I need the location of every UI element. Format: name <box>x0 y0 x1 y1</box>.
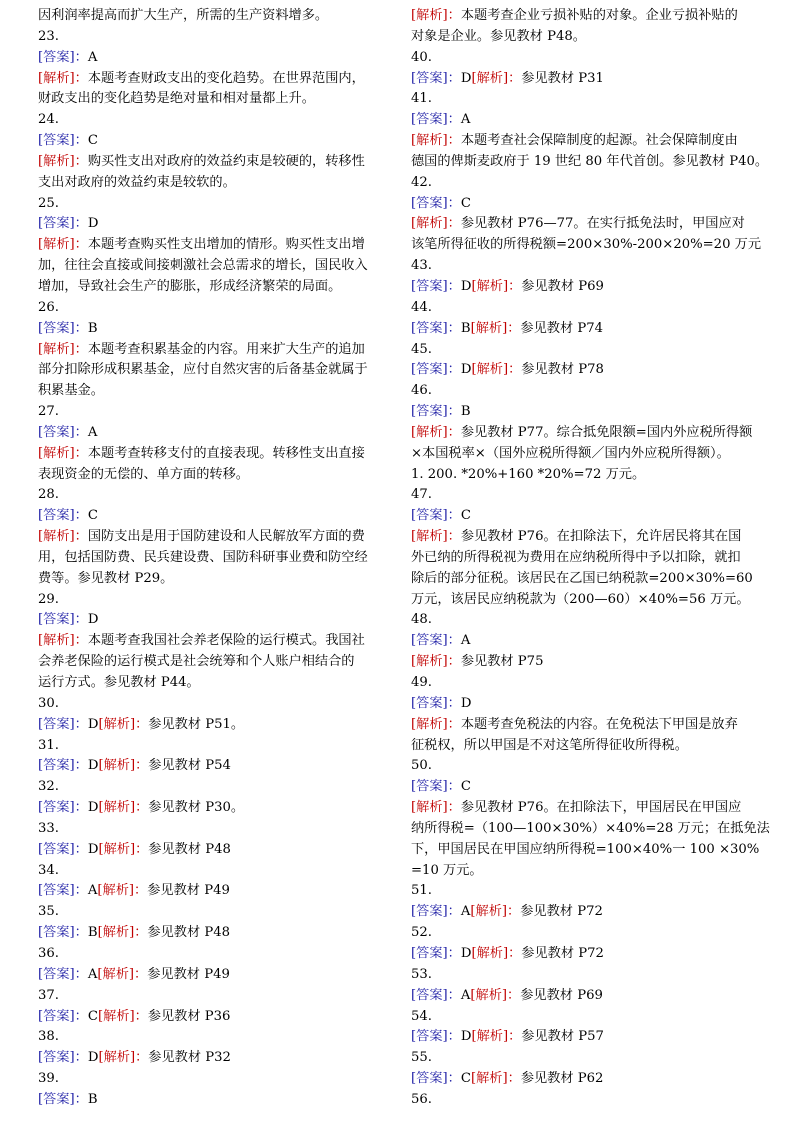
answer-explanation-line <box>411 319 771 340</box>
explanation-label: [解析]： <box>471 70 522 86</box>
answer-label: [答案]： <box>38 800 88 816</box>
question-number-text: 55. <box>411 1050 432 1066</box>
answer-label: [答案]： <box>411 320 461 336</box>
question-number-text: 53. <box>411 966 432 982</box>
question-number-text: 27. <box>38 404 59 420</box>
question-number <box>411 610 771 631</box>
body-text-line <box>411 152 771 173</box>
explanation-label: [解析]： <box>411 800 461 816</box>
answer-value: D <box>87 216 99 232</box>
answer-value: A <box>460 112 471 128</box>
answer-explanation-line <box>411 277 771 298</box>
answer-line <box>38 506 394 527</box>
question-number-text: 44. <box>411 299 432 315</box>
question-number <box>38 485 394 506</box>
answer-explanation-line <box>38 756 394 777</box>
answer-value: A <box>87 966 98 982</box>
answer-value: C <box>460 779 471 795</box>
question-number <box>411 881 771 902</box>
line-text: 会养老保险的运行模式是社会统筹和个人账户相结合的 <box>38 654 355 670</box>
question-number <box>411 756 771 777</box>
answer-label: [答案]： <box>38 320 88 336</box>
right-column <box>411 6 771 1111</box>
answer-explanation-line <box>38 1007 394 1028</box>
line-text: 本题考查积累基金的内容。用来扩大生产的追加 <box>87 341 365 357</box>
question-number <box>411 1048 771 1069</box>
answer-value: D <box>87 841 99 857</box>
answer-label: [答案]： <box>411 1029 461 1045</box>
question-number <box>411 923 771 944</box>
question-number <box>411 485 771 506</box>
answer-line <box>38 423 394 444</box>
question-number <box>411 381 771 402</box>
answer-line <box>38 214 394 235</box>
question-number <box>411 965 771 986</box>
line-text: 购买性支出对政府的效益约束是较硬的，转移性 <box>87 153 365 169</box>
answer-label: [答案]： <box>411 1071 461 1087</box>
answer-label: [答案]： <box>411 695 461 711</box>
answer-label: [答案]： <box>411 633 461 649</box>
body-text-line <box>38 89 394 110</box>
answer-label: [答案]： <box>38 424 88 440</box>
question-number <box>38 590 394 611</box>
explanation-text: 参见教材 P62 <box>520 1071 604 1087</box>
body-text-line <box>411 840 771 861</box>
question-number-text: 24. <box>38 112 59 128</box>
question-number <box>38 194 394 215</box>
explanation-line <box>38 631 394 652</box>
answer-label: [答案]： <box>38 49 88 65</box>
line-text: 征税权，所以甲国是不对这笔所得征收所得税。 <box>411 737 688 753</box>
body-text-line <box>411 27 771 48</box>
explanation-text: 参见教材 P49 <box>147 883 230 899</box>
answer-explanation-line <box>411 1027 771 1048</box>
explanation-line <box>411 6 771 27</box>
question-number <box>411 1007 771 1028</box>
answer-explanation-line <box>411 986 771 1007</box>
answer-value: D <box>87 800 99 816</box>
line-text: 参见教材 P77。综合抵免限额=国内外应税所得额 <box>460 424 753 440</box>
question-number <box>38 902 394 923</box>
answer-label: [答案]： <box>411 195 461 211</box>
question-number-text: 33. <box>38 820 59 836</box>
explanation-label: [解析]： <box>471 945 522 961</box>
question-number-text: 37. <box>38 987 59 1003</box>
line-text: 费等。参见教材 P29。 <box>38 570 174 586</box>
answer-label: [答案]： <box>411 945 461 961</box>
explanation-line <box>411 715 771 736</box>
line-text: 1. 200. *20%+160 *20%=72 万元。 <box>411 466 646 482</box>
explanation-line <box>38 340 394 361</box>
question-number <box>411 298 771 319</box>
explanation-label: [解析]： <box>411 654 461 670</box>
explanation-label: [解析]： <box>38 153 88 169</box>
line-text: 增加，导致社会生产的膨胀，形成经济繁荣的局面。 <box>38 278 342 294</box>
body-text-line <box>411 548 771 569</box>
answer-explanation-line <box>411 902 771 923</box>
answer-value: B <box>87 925 98 941</box>
question-number-text: 28. <box>38 487 59 503</box>
explanation-text: 参见教材 P78 <box>521 362 604 378</box>
answer-value: D <box>460 1029 472 1045</box>
explanation-text: 参见教材 P69 <box>520 987 603 1003</box>
answer-label: [答案]： <box>38 1008 88 1024</box>
body-text-line <box>411 736 771 757</box>
answer-value: B <box>87 1091 98 1107</box>
line-text: 参见教材 P75 <box>460 654 544 670</box>
body-text-line <box>38 381 394 402</box>
explanation-text: 参见教材 P48 <box>147 925 231 941</box>
answer-line <box>38 610 394 631</box>
line-text: 德国的俾斯麦政府于 19 世纪 80 年代首创。参见教材 P40。 <box>411 153 769 169</box>
answer-label: [答案]： <box>411 987 461 1003</box>
question-number-text: 41. <box>411 91 432 107</box>
answer-value: C <box>460 195 471 211</box>
explanation-line <box>38 69 394 90</box>
line-text: =10 万元。 <box>411 862 483 878</box>
question-number <box>411 673 771 694</box>
answer-label: [答案]： <box>411 904 461 920</box>
answer-explanation-line <box>38 923 394 944</box>
answer-label: [答案]： <box>411 779 461 795</box>
question-number-text: 56. <box>411 1091 432 1107</box>
answer-line <box>411 506 771 527</box>
body-text-line <box>411 444 771 465</box>
answer-label: [答案]： <box>38 1050 88 1066</box>
answer-value: A <box>87 49 98 65</box>
question-number <box>38 402 394 423</box>
explanation-line <box>411 214 771 235</box>
answer-value: B <box>87 320 98 336</box>
answer-value: A <box>87 424 98 440</box>
explanation-label: [解析]： <box>38 341 88 357</box>
question-number-text: 39. <box>38 1071 59 1087</box>
question-number-text: 36. <box>38 945 59 961</box>
body-text-line <box>411 569 771 590</box>
line-text: 国防支出是用于国防建设和人民解放军方面的费 <box>87 529 365 545</box>
question-number <box>411 340 771 361</box>
explanation-text: 参见教材 P49 <box>147 966 230 982</box>
explanation-text: 参见教材 P57 <box>521 1029 604 1045</box>
line-text: 参见教材 P76。在扣除法下，甲国居民在甲国应 <box>460 800 742 816</box>
explanation-text: 参见教材 P72 <box>521 945 604 961</box>
explanation-label: [解析]： <box>411 133 461 149</box>
line-text: ×本国税率×（国外应税所得额／国内外应税所得额）。 <box>411 445 730 461</box>
answer-value: A <box>87 883 98 899</box>
line-text: 加，往往会直接或间接刺激社会总需求的增长，国民收入 <box>38 258 368 274</box>
explanation-line <box>411 131 771 152</box>
question-number <box>411 256 771 277</box>
body-text-line <box>411 819 771 840</box>
question-number <box>38 944 394 965</box>
answer-line <box>38 131 394 152</box>
question-number-text: 43. <box>411 258 432 274</box>
explanation-label: [解析]： <box>97 883 148 899</box>
answer-value: C <box>460 508 471 524</box>
line-text: 本题考查社会保障制度的起源。社会保障制度由 <box>460 133 738 149</box>
line-text: 下，甲国居民在甲国应纳所得税=100×40%一 100 ×30% <box>411 841 760 857</box>
question-number <box>38 736 394 757</box>
explanation-text: 参见教材 P48 <box>148 841 231 857</box>
line-text: 该笔所得征收的所得税额=200×30%-200×20%=20 万元 <box>411 237 762 253</box>
body-text-line <box>411 235 771 256</box>
line-text: 本题考查免税法的内容。在免税法下甲国是放弃 <box>460 716 738 732</box>
explanation-label: [解析]： <box>97 1008 148 1024</box>
line-text: 外已纳的所得税视为费用在应纳税所得中予以扣除，就扣 <box>411 549 741 565</box>
body-text-line <box>38 256 394 277</box>
explanation-label: [解析]： <box>470 904 521 920</box>
answer-value: D <box>460 945 472 961</box>
explanation-text: 参见教材 P74 <box>520 320 604 336</box>
explanation-label: [解析]： <box>98 1050 149 1066</box>
question-number-text: 29. <box>38 591 59 607</box>
answer-label: [答案]： <box>38 925 88 941</box>
line-text: 运行方式。参见教材 P44。 <box>38 675 200 690</box>
body-text-line <box>38 569 394 590</box>
explanation-text: 参见教材 P69 <box>521 278 604 294</box>
explanation-text: 参见教材 P72 <box>520 904 603 920</box>
answer-line <box>38 1090 394 1111</box>
explanation-label: [解析]： <box>411 8 461 23</box>
answer-value: D <box>460 70 472 86</box>
answer-label: [答案]： <box>38 966 88 982</box>
explanation-label: [解析]： <box>470 1071 521 1087</box>
question-number-text: 48. <box>411 612 432 628</box>
answer-line <box>411 777 771 798</box>
explanation-text: 参见教材 P54 <box>148 758 231 774</box>
explanation-line <box>38 527 394 548</box>
question-number-text: 32. <box>38 779 59 795</box>
answer-value: B <box>460 320 471 336</box>
line-text: 本题考查我国社会养老保险的运行模式。我国社 <box>87 633 365 649</box>
answer-label: [答案]： <box>411 404 461 420</box>
question-number-text: 52. <box>411 925 432 941</box>
answer-label: [答案]： <box>38 133 88 149</box>
explanation-label: [解析]： <box>38 529 88 545</box>
answer-value: D <box>87 1050 99 1066</box>
answer-line <box>38 48 394 69</box>
question-number <box>411 48 771 69</box>
body-text-line <box>411 465 771 486</box>
explanation-label: [解析]： <box>98 841 149 857</box>
line-text: 除后的部分征税。该居民在乙国已纳税款=200×30%=60 <box>411 570 753 586</box>
explanation-label: [解析]： <box>411 716 461 732</box>
answer-label: [答案]： <box>38 841 88 857</box>
answer-line <box>38 319 394 340</box>
explanation-label: [解析]： <box>38 633 88 649</box>
body-text-line <box>38 548 394 569</box>
answer-explanation-line <box>411 1069 771 1090</box>
explanation-text: 参见教材 P32 <box>148 1050 231 1066</box>
question-number <box>38 110 394 131</box>
question-number-text: 46. <box>411 383 432 399</box>
line-text: 因利润率提高而扩大生产，所需的生产资料增多。 <box>38 8 329 23</box>
answer-value: D <box>460 278 472 294</box>
line-text: 表现资金的无偿的、单方面的转移。 <box>38 466 249 482</box>
explanation-line <box>411 527 771 548</box>
body-text-line <box>411 861 771 882</box>
answer-value: C <box>460 1071 471 1087</box>
body-text-line <box>38 652 394 673</box>
question-number <box>38 861 394 882</box>
question-number <box>38 1027 394 1048</box>
body-text-line <box>38 277 394 298</box>
explanation-label: [解析]： <box>98 758 149 774</box>
explanation-label: [解析]： <box>471 1029 522 1045</box>
line-text: 部分扣除形成积累基金，应付自然灾害的后备基金就属于 <box>38 362 368 378</box>
answer-value: D <box>87 758 99 774</box>
explanation-label: [解析]： <box>411 216 461 232</box>
answer-label: [答案]： <box>38 883 88 899</box>
left-column <box>38 6 394 1111</box>
line-text: 支出对政府的效益约束是较软的。 <box>38 174 236 190</box>
answer-explanation-line <box>38 965 394 986</box>
explanation-label: [解析]： <box>411 529 461 545</box>
answer-value: C <box>87 133 98 149</box>
question-number-text: 34. <box>38 862 59 878</box>
body-text-line <box>38 465 394 486</box>
answer-explanation-line <box>411 360 771 381</box>
question-number-text: 23. <box>38 28 59 44</box>
body-text-line <box>38 673 394 694</box>
answer-explanation-line <box>38 1048 394 1069</box>
explanation-line <box>411 798 771 819</box>
question-number <box>38 819 394 840</box>
question-number <box>38 298 394 319</box>
explanation-line <box>411 423 771 444</box>
explanation-label: [解析]： <box>38 445 88 461</box>
question-number-text: 40. <box>411 49 432 65</box>
answer-label: [答案]： <box>38 716 88 732</box>
answer-label: [答案]： <box>411 112 461 128</box>
question-number <box>411 89 771 110</box>
line-text: 积累基金。 <box>38 383 104 399</box>
question-number-text: 42. <box>411 174 432 190</box>
answer-label: [答案]： <box>411 278 461 294</box>
question-number-text: 35. <box>38 904 59 920</box>
answer-value: D <box>460 362 472 378</box>
question-number-text: 25. <box>38 195 59 211</box>
explanation-text: 参见教材 P31 <box>521 70 604 86</box>
line-text: 本题考查财政支出的变化趋势。在世界范围内， <box>87 70 365 86</box>
question-number-text: 50. <box>411 758 432 774</box>
question-number-text: 51. <box>411 883 432 899</box>
answer-value: B <box>460 404 471 420</box>
answer-explanation-line <box>411 944 771 965</box>
explanation-label: [解析]： <box>38 237 88 253</box>
explanation-label: [解析]： <box>471 362 522 378</box>
answer-label: [答案]： <box>411 508 461 524</box>
line-text: 纳所得税=（100—100×30%）×40%=28 万元；在抵免法 <box>411 820 770 836</box>
body-text-line <box>38 6 394 27</box>
line-text: 本题考查购买性支出增加的情形。购买性支出增 <box>87 237 365 253</box>
answer-value: D <box>87 612 99 628</box>
body-text-line <box>38 173 394 194</box>
explanation-label: [解析]： <box>97 925 148 941</box>
question-number <box>411 1090 771 1111</box>
answer-value: D <box>460 695 472 711</box>
question-number <box>38 986 394 1007</box>
answer-line <box>411 631 771 652</box>
explanation-text: 参见教材 P30。 <box>148 800 245 816</box>
explanation-label: [解析]： <box>98 716 149 732</box>
explanation-label: [解析]： <box>97 966 148 982</box>
explanation-label: [解析]： <box>470 320 521 336</box>
line-text: 本题考查企业亏损补贴的对象。企业亏损补贴的 <box>460 8 738 23</box>
answer-label: [答案]： <box>38 612 88 628</box>
question-number-text: 47. <box>411 487 432 503</box>
line-text: 参见教材 P76—77。在实行抵免法时，甲国应对 <box>460 216 745 232</box>
explanation-line <box>38 235 394 256</box>
question-number-text: 45. <box>411 341 432 357</box>
question-number <box>411 173 771 194</box>
explanation-label: [解析]： <box>470 987 521 1003</box>
answer-label: [答案]： <box>38 508 88 524</box>
question-number-text: 26. <box>38 299 59 315</box>
line-text: 财政支出的变化趋势是绝对量和相对量都上升。 <box>38 91 315 107</box>
explanation-label: [解析]： <box>98 800 149 816</box>
answer-value: A <box>460 987 471 1003</box>
question-number-text: 54. <box>411 1008 432 1024</box>
answer-value: C <box>87 1008 98 1024</box>
answer-value: A <box>460 904 471 920</box>
explanation-label: [解析]： <box>38 70 88 86</box>
answer-line <box>411 694 771 715</box>
line-text: 本题考查转移支付的直接表现。转移性支出直接 <box>87 445 365 461</box>
line-text: 用，包括国防费、民兵建设费、国防科研事业费和防空经 <box>38 549 368 565</box>
explanation-line <box>411 652 771 673</box>
explanation-text: 参见教材 P36 <box>147 1008 231 1024</box>
explanation-label: [解析]： <box>411 424 461 440</box>
question-number <box>38 1069 394 1090</box>
question-number <box>38 694 394 715</box>
explanation-line <box>38 152 394 173</box>
question-number-text: 38. <box>38 1029 59 1045</box>
explanation-text: 参见教材 P51。 <box>148 716 245 732</box>
answer-value: C <box>87 508 98 524</box>
answer-line <box>411 194 771 215</box>
answer-explanation-line <box>38 798 394 819</box>
line-text: 万元，该居民应纳税款为（200—60）×40%=56 万元。 <box>411 591 750 607</box>
answer-label: [答案]： <box>411 362 461 378</box>
answer-explanation-line <box>411 69 771 90</box>
question-number <box>38 777 394 798</box>
answer-label: [答案]： <box>411 70 461 86</box>
answer-line <box>411 110 771 131</box>
answer-value: D <box>87 716 99 732</box>
question-number <box>38 27 394 48</box>
line-text: 参见教材 P76。在扣除法下，允许居民将其在国 <box>460 529 742 545</box>
answer-label: [答案]： <box>38 758 88 774</box>
question-number-text: 49. <box>411 675 432 690</box>
answer-explanation-line <box>38 715 394 736</box>
explanation-line <box>38 444 394 465</box>
answer-value: A <box>460 633 471 649</box>
answer-line <box>411 402 771 423</box>
explanation-label: [解析]： <box>471 278 522 294</box>
line-text: 对象是企业。参见教材 P48。 <box>411 28 586 44</box>
question-number-text: 30. <box>38 695 59 711</box>
body-text-line <box>411 590 771 611</box>
answer-explanation-line <box>38 840 394 861</box>
answer-label: [答案]： <box>38 1091 88 1107</box>
answer-explanation-line <box>38 881 394 902</box>
question-number-text: 31. <box>38 737 59 753</box>
answer-label: [答案]： <box>38 216 88 232</box>
body-text-line <box>38 360 394 381</box>
